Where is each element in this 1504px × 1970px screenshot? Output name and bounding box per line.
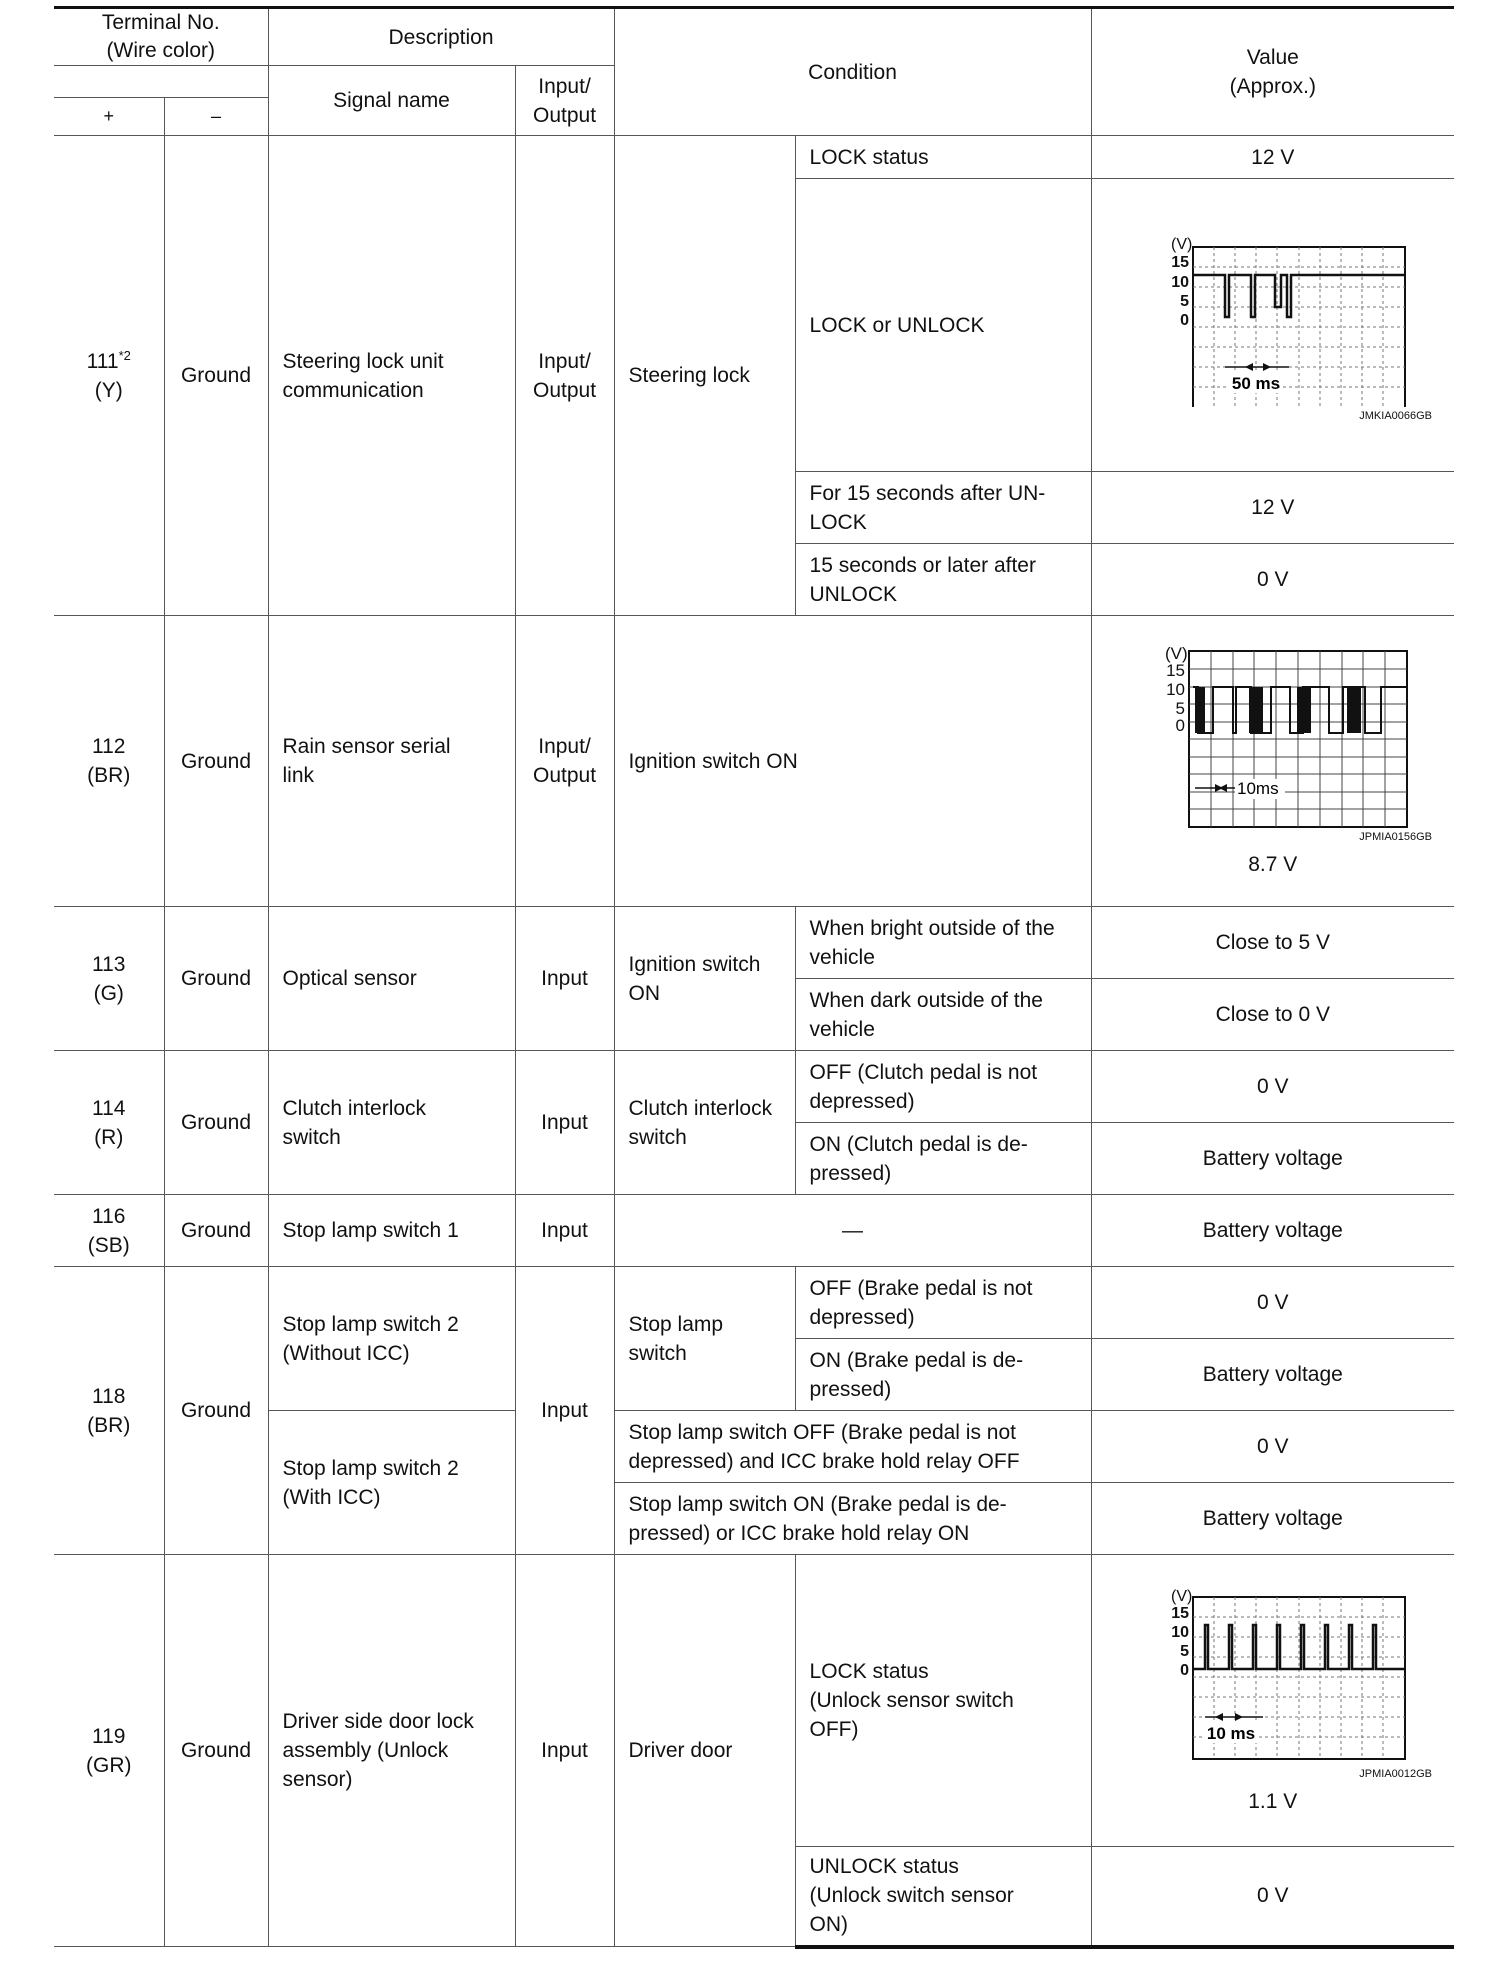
io-cell: Input xyxy=(515,1195,614,1267)
signal-name-cell: Steering lock unit communication xyxy=(268,136,515,616)
signal-name-cell: Stop lamp switch 2 (With ICC) xyxy=(268,1411,515,1555)
value-cell: Battery voltage xyxy=(1091,1483,1454,1555)
wave-tick: 15 xyxy=(1170,254,1189,271)
header-description: Description xyxy=(268,8,614,66)
wave-scale-arrow xyxy=(1219,784,1227,792)
wire-color: (G) xyxy=(93,981,124,1005)
condition-cell: Ignition switch ON xyxy=(614,907,795,1051)
waveform-code: JPMIA0156GB xyxy=(1359,831,1433,843)
wave-grid xyxy=(1189,651,1407,827)
terminal-116 xyxy=(54,1195,164,1267)
value-cell: 0 V xyxy=(1091,1051,1454,1123)
value-cell: Close to 5 V xyxy=(1091,907,1454,979)
note-marker: *2 xyxy=(118,347,131,363)
wave-tick: 10 xyxy=(1170,1624,1189,1641)
io-cell: Input/ Output xyxy=(515,616,614,907)
value-cell: Battery voltage xyxy=(1091,1123,1454,1195)
wave-tick: 10 xyxy=(1165,680,1185,699)
sub-condition: LOCK status xyxy=(795,136,1091,179)
terminal-114 xyxy=(54,1051,164,1195)
wave-tick: 5 xyxy=(1179,1643,1189,1660)
wave-bursts xyxy=(1195,687,1361,733)
condition-cell: Steering lock xyxy=(614,136,795,616)
condition-cell: — xyxy=(614,1195,1091,1267)
wave-tick: 0 xyxy=(1175,716,1185,735)
sub-condition: UNLOCK status (Unlock switch sensor ON) xyxy=(795,1847,1091,1947)
header-condition: Condition xyxy=(614,8,1091,136)
header-plus: + xyxy=(54,98,164,136)
waveform-code: JMKIA0066GB xyxy=(1359,410,1433,422)
waveform-chart xyxy=(1123,643,1423,828)
signal-name-cell: Clutch interlock switch xyxy=(268,1051,515,1195)
terminal-number: 111 xyxy=(86,349,119,373)
condition-cell: Stop lamp switch ON (Brake pedal is de- pressed) or ICC brake hold relay ON xyxy=(614,1483,1091,1555)
condition-cell: Stop lamp switch xyxy=(614,1267,795,1411)
wire-color: (R) xyxy=(94,1125,124,1149)
terminal-table xyxy=(54,6,1454,1949)
terminal-number: 113 xyxy=(92,952,126,976)
terminal-number: 118 xyxy=(92,1384,126,1408)
wire-color: (BR) xyxy=(87,764,131,787)
sub-condition: ON (Clutch pedal is de- pressed) xyxy=(795,1123,1091,1195)
wave-scale-label: 10ms xyxy=(1236,779,1279,798)
ground-cell: Ground xyxy=(164,616,268,907)
header-value: Value (Approx.) xyxy=(1091,8,1454,136)
sub-condition: When dark outside of the vehicle xyxy=(795,979,1091,1051)
value-cell: 0 V xyxy=(1091,1267,1454,1339)
ground-cell: Ground xyxy=(164,1267,268,1555)
wave-tick: 0 xyxy=(1179,1662,1189,1679)
ground-cell: Ground xyxy=(164,136,268,616)
terminal-118 xyxy=(54,1267,164,1555)
terminal-number: 112 xyxy=(92,735,126,758)
terminal-119 xyxy=(54,1555,164,1947)
wave-scale-arrow xyxy=(1215,1713,1223,1721)
condition-cell: Stop lamp switch OFF (Brake pedal is not depressed) and ICC brake hold relay OFF xyxy=(614,1411,1091,1483)
header-terminal-spacer xyxy=(54,66,268,98)
wave-axis-unit: (V) xyxy=(1170,1588,1193,1605)
terminal-112 xyxy=(54,616,164,907)
condition-cell: Driver door xyxy=(614,1555,795,1947)
value-cell: Battery voltage xyxy=(1091,1339,1454,1411)
wave-tick: 5 xyxy=(1175,699,1185,718)
terminal-113 xyxy=(54,907,164,1051)
sub-condition: LOCK or UNLOCK xyxy=(795,179,1091,472)
signal-name-cell: Driver side door lock assembly (Unlock sensor) xyxy=(268,1555,515,1947)
value-cell: Close to 0 V xyxy=(1091,979,1454,1051)
io-cell: Input xyxy=(515,1555,614,1947)
condition-cell: Ignition switch ON xyxy=(614,616,1091,907)
wave-scale-label: 50 ms xyxy=(1231,374,1280,393)
wave-scale-arrow xyxy=(1263,363,1271,371)
wire-color: (Y) xyxy=(94,378,123,402)
waveform-cell xyxy=(1091,179,1454,472)
ground-cell: Ground xyxy=(164,1195,268,1267)
sub-condition: LOCK status (Unlock sensor switch OFF) xyxy=(795,1555,1091,1847)
waveform-cell xyxy=(1091,1555,1454,1847)
wire-color: (BR) xyxy=(87,1413,131,1437)
value-cell: 1.1 V xyxy=(1248,1790,1298,1813)
value-cell: 0 V xyxy=(1091,1847,1454,1947)
header-signal-name: Signal name xyxy=(268,66,515,136)
wave-scale-label: 10 ms xyxy=(1206,1724,1255,1743)
ground-cell: Ground xyxy=(164,907,268,1051)
io-cell: Input xyxy=(515,1051,614,1195)
wave-tick: 10 xyxy=(1170,274,1189,291)
sub-condition: OFF (Brake pedal is not depressed) xyxy=(795,1267,1091,1339)
io-cell: Input xyxy=(515,907,614,1051)
wave-grid xyxy=(1193,247,1405,407)
ground-cell: Ground xyxy=(164,1051,268,1195)
value-cell: 0 V xyxy=(1091,544,1454,616)
sub-condition: For 15 seconds after UN- LOCK xyxy=(795,472,1091,544)
terminal-number: 114 xyxy=(92,1096,126,1120)
terminal-number: 119 xyxy=(92,1724,126,1748)
wave-tick: 15 xyxy=(1170,1605,1189,1622)
sub-condition: OFF (Clutch pedal is not depressed) xyxy=(795,1051,1091,1123)
wire-color: (GR) xyxy=(86,1753,132,1777)
sub-condition: When bright outside of the vehicle xyxy=(795,907,1091,979)
value-cell: 12 V xyxy=(1091,472,1454,544)
wave-tick: 0 xyxy=(1179,312,1189,329)
waveform-code: JPMIA0012GB xyxy=(1359,1768,1433,1780)
wave-tick: 5 xyxy=(1179,293,1189,310)
io-cell: Input xyxy=(515,1267,614,1555)
waveform-chart xyxy=(1123,1585,1423,1765)
value-cell: Battery voltage xyxy=(1091,1195,1454,1267)
sub-condition: ON (Brake pedal is de- pressed) xyxy=(795,1339,1091,1411)
wave-tick: 15 xyxy=(1165,661,1185,680)
terminal-number: 116 xyxy=(92,1204,126,1228)
wave-scale-arrow xyxy=(1245,363,1253,371)
io-cell: Input/ Output xyxy=(515,136,614,616)
signal-name-cell: Stop lamp switch 1 xyxy=(268,1195,515,1267)
waveform-cell xyxy=(1091,616,1454,907)
value-cell: 12 V xyxy=(1091,136,1454,179)
condition-cell: Clutch interlock switch xyxy=(614,1051,795,1195)
header-input-output: Input/ Output xyxy=(515,66,614,136)
signal-name-cell: Stop lamp switch 2 (Without ICC) xyxy=(268,1267,515,1411)
header-terminal-no: Terminal No. (Wire color) xyxy=(54,8,268,66)
wave-scale-arrow xyxy=(1235,1713,1243,1721)
signal-name-cell: Rain sensor serial link xyxy=(268,616,515,907)
wire-color: (SB) xyxy=(87,1233,130,1257)
wave-axis-unit: (V) xyxy=(1170,236,1193,253)
header-minus: – xyxy=(164,98,268,136)
value-cell: 8.7 V xyxy=(1248,853,1298,876)
sub-condition: 15 seconds or later after UNLOCK xyxy=(795,544,1091,616)
value-cell: 0 V xyxy=(1091,1411,1454,1483)
waveform-chart xyxy=(1123,227,1423,407)
ground-cell: Ground xyxy=(164,1555,268,1947)
terminal-111 xyxy=(54,136,164,616)
wave-axis-unit: (V) xyxy=(1164,644,1188,663)
signal-name-cell: Optical sensor xyxy=(268,907,515,1051)
